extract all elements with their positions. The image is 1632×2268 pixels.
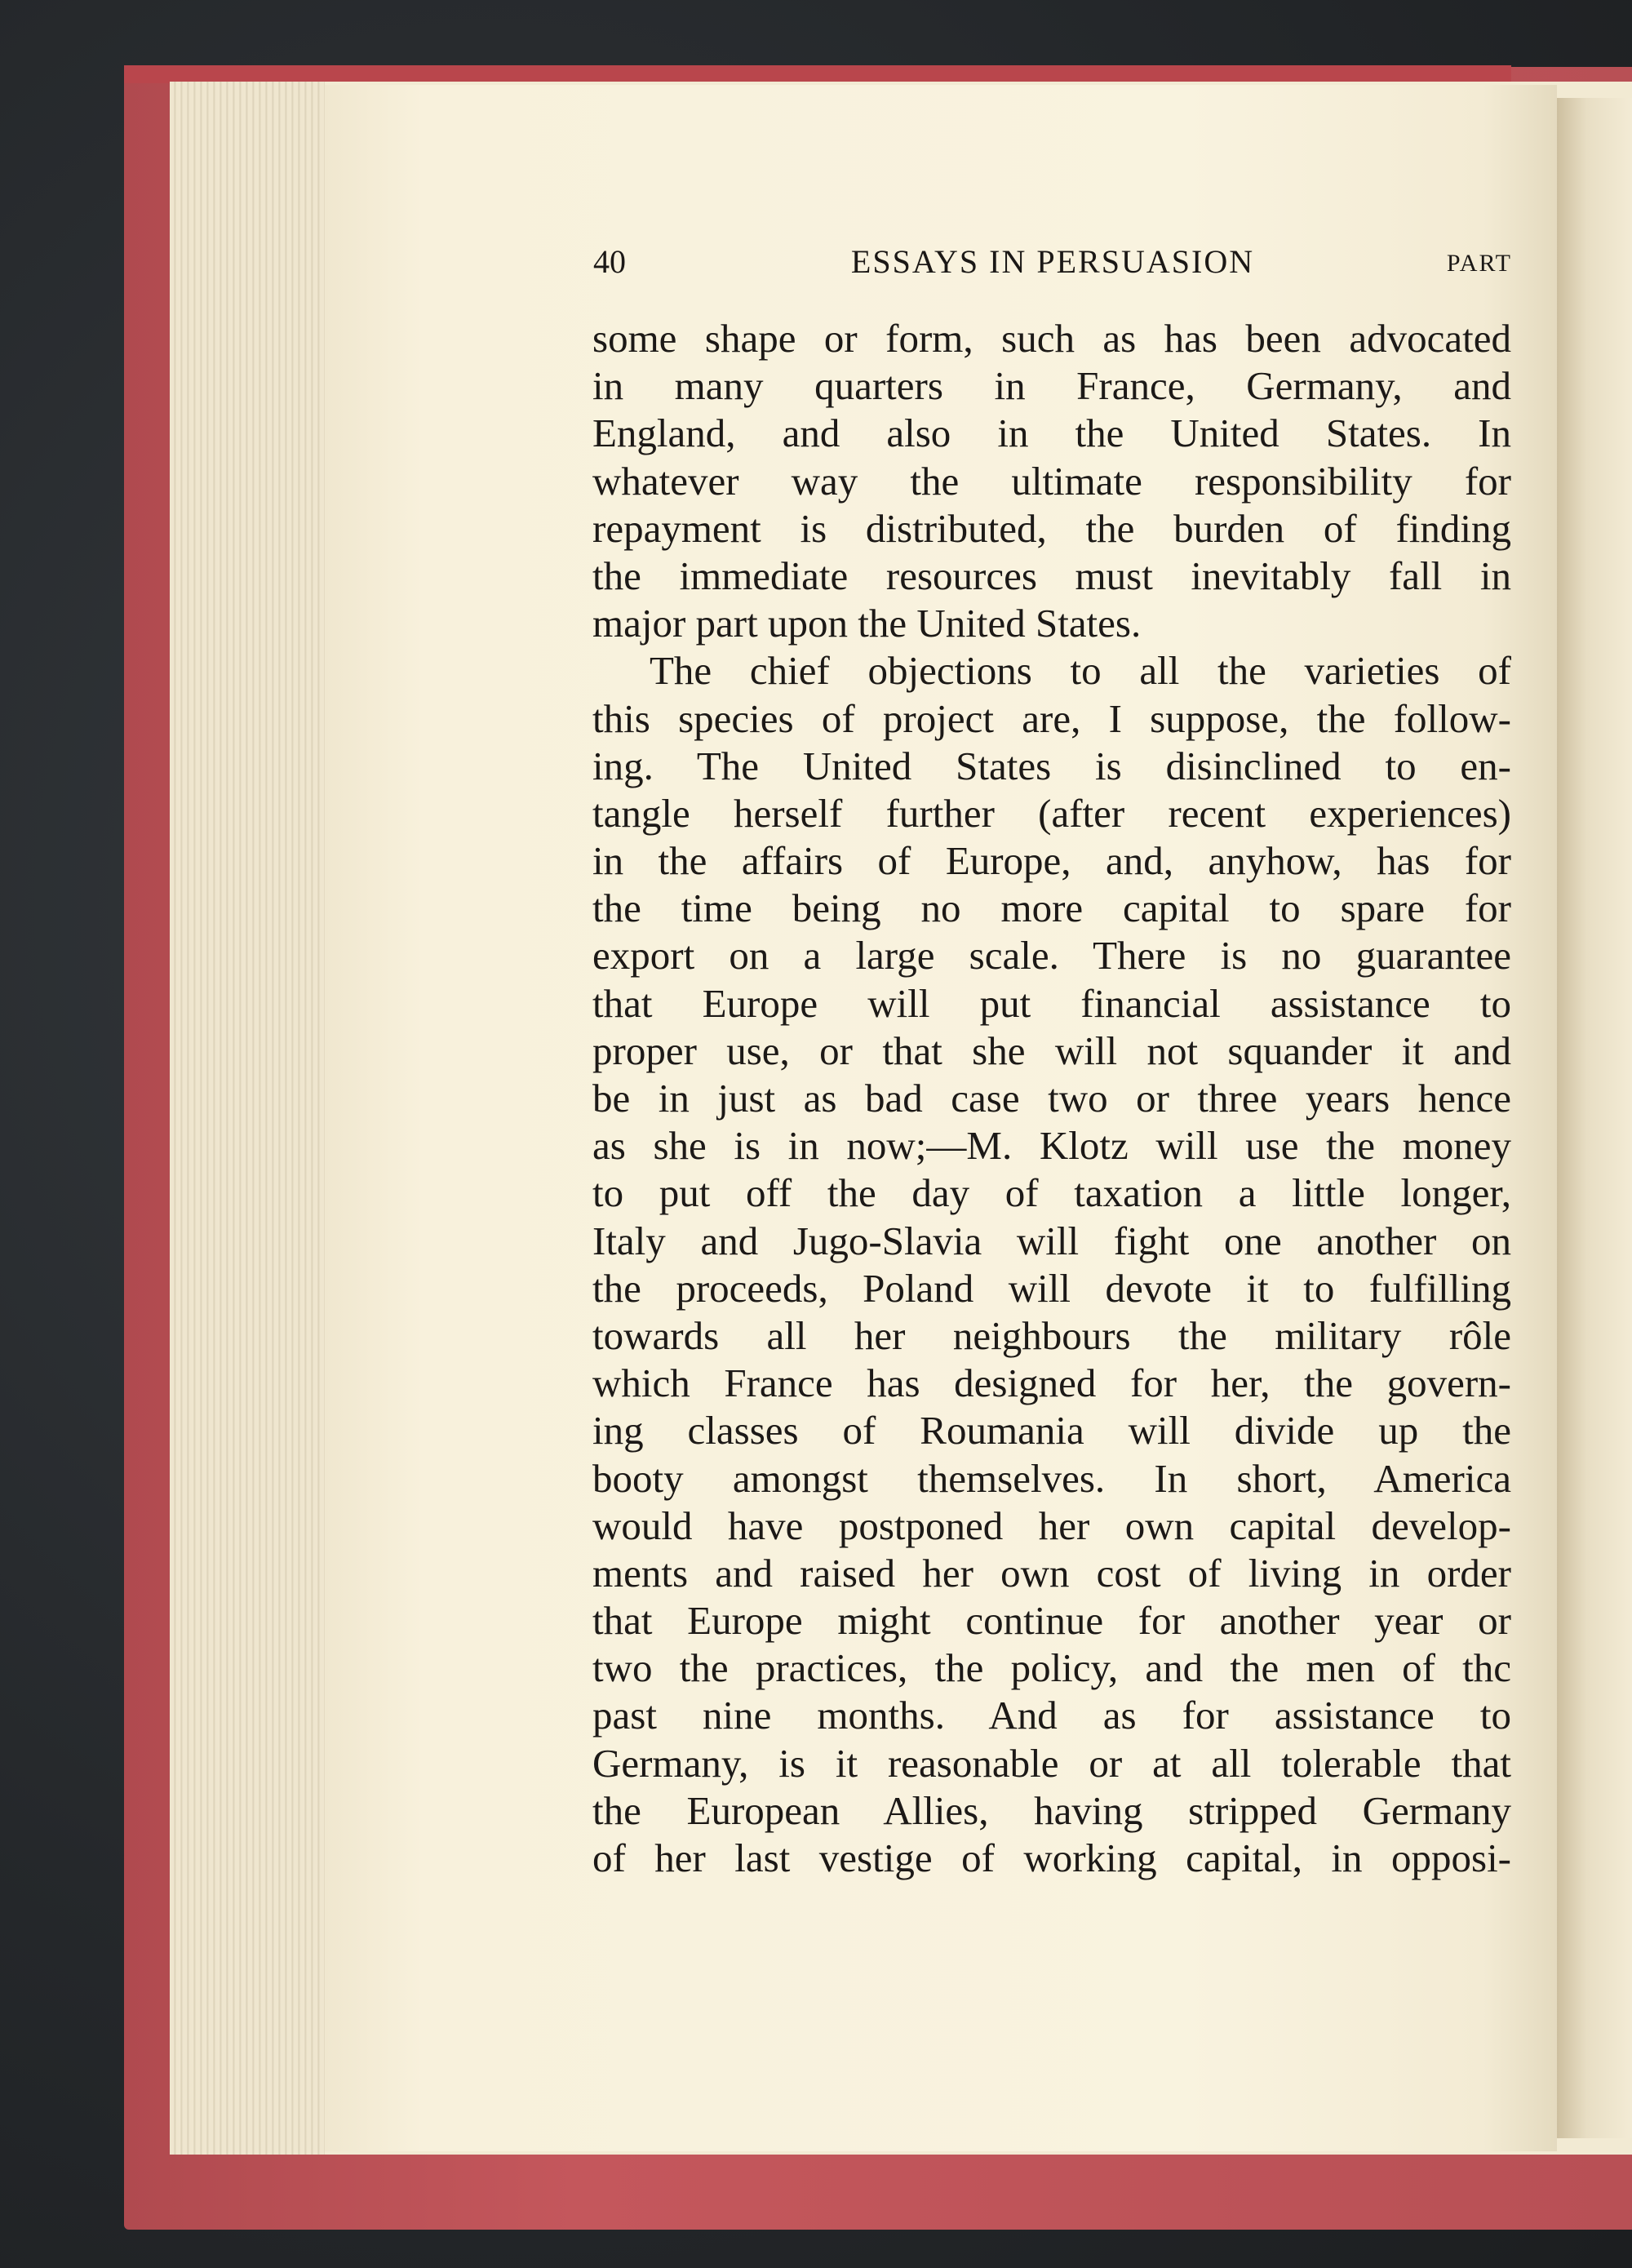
text-line: as she is in now;—M. Klotz will use the money <box>592 1123 1511 1169</box>
text-line: be in just as bad case two or three years hence <box>592 1076 1511 1121</box>
body-text <box>592 315 1511 1882</box>
text-line: booty amongst themselves. In short, America <box>592 1455 1511 1501</box>
text-line: the time being no more capital to spare for <box>592 885 1511 931</box>
text-line: major part upon the United States. <box>592 601 1142 646</box>
text-line: this species of project are, I suppose, the follow- <box>592 695 1511 741</box>
running-title: ESSAYS IN PERSUASION <box>850 243 1255 280</box>
text-line: which France has designed for her, the govern- <box>592 1360 1511 1406</box>
page-gutter <box>1557 98 1632 2138</box>
text-line: the immediate resources must inevitably fall in <box>592 553 1511 598</box>
text-line: would have postponed her own capital develop- <box>592 1502 1511 1548</box>
text-line: ing classes of Roumania will divide up the <box>592 1408 1511 1454</box>
text-line: proper use, or that she will not squander it and <box>592 1027 1511 1073</box>
paragraph-1 <box>592 315 1511 647</box>
part-label: PART <box>1446 250 1512 277</box>
text-line: tangle herself further (after recent experiences) <box>592 790 1511 836</box>
book-cover-top-edge <box>124 65 1511 83</box>
text-line: The chief objections to all the varieties of <box>650 648 1511 694</box>
text-line: two the practices, the policy, and the men of thc <box>592 1645 1511 1691</box>
page-edges <box>170 82 325 2155</box>
text-line: England, and also in the United States. In <box>592 411 1511 456</box>
text-line: ing. The United States is disinclined to en- <box>592 743 1511 788</box>
text-line: that Europe might continue for another year or <box>592 1598 1511 1644</box>
text-line: past nine months. And as for assistance to <box>592 1693 1511 1738</box>
text-line: repayment is distributed, the burden of finding <box>592 505 1511 551</box>
text-line: some shape or form, such as has been advocated <box>592 316 1511 361</box>
text-line: of her last vestige of working capital, in opposi- <box>592 1835 1511 1880</box>
page-number: 40 <box>593 243 626 280</box>
text-line: that Europe will put financial assistance to <box>592 980 1511 1026</box>
text-line: to put off the day of taxation a little longer, <box>592 1170 1511 1216</box>
page-header <box>593 242 1512 282</box>
text-line: export on a large scale. There is no guarantee <box>592 933 1511 979</box>
text-line: towards all her neighbours the military rôle <box>592 1312 1511 1358</box>
paragraph-2 <box>592 647 1511 1882</box>
text-line: in many quarters in France, Germany, and <box>592 363 1511 409</box>
text-line: Germany, is it reasonable or at all tolerable that <box>592 1740 1511 1786</box>
text-line: Italy and Jugo-Slavia will fight one another on <box>592 1218 1511 1263</box>
text-line: whatever way the ultimate responsibility for <box>592 458 1511 504</box>
text-line: the European Allies, having stripped Germany <box>592 1787 1511 1833</box>
text-line: in the affairs of Europe, and, anyhow, has for <box>592 838 1511 884</box>
text-line: the proceeds, Poland will devote it to fulfilling <box>592 1265 1511 1311</box>
text-line: ments and raised her own cost of living in order <box>592 1550 1511 1596</box>
